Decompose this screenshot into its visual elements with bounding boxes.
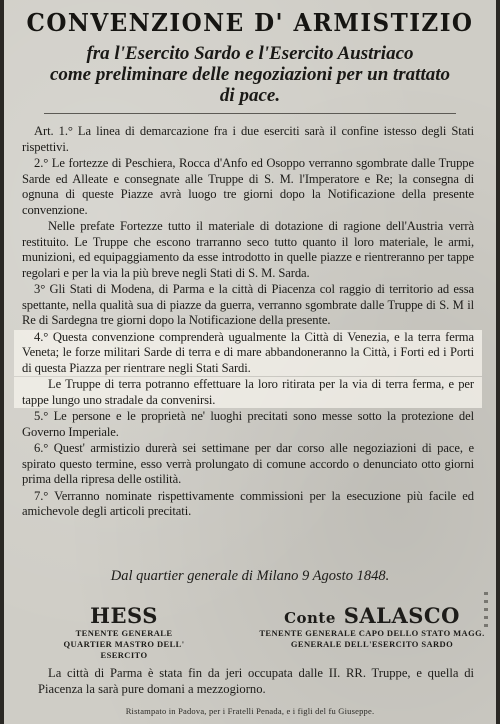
article-6: 6.° Quest' armistizio durerà sei settimane per dar corso alle negoziazioni di pace, e spirato questo termine, esso verrà prolungato di comune accordo o denunciato otto giorni prima della ripresa delle ostilità. [22, 441, 474, 486]
article-2-continued: Nelle prefate Fortezze tutto il materiale di dotazione di ragione dell'Austria verrà restituito. Le Truppe che escono trarranno seco tutto quanto il loro materiale, le armi, munizioni, ed equipaggiamento da esse introdotto in quelle piazze e rientreranno per tappe regolari e per la via la più breve negli Stati di S. M. Sarda. [22, 219, 474, 280]
article-5: 5.° Le persone e le proprietà ne' luoghi precitati sono messe sotto la protezione del Governo Imperiale. [22, 409, 474, 439]
article-4: 4.° Questa convenzione comprenderà ugualmente la Città di Venezia, e la terra ferma Veneta; le forze militari Sarde di terra e di mare abbandoneranno la Città, i Forti ed i Porti di questa Piazza per rientrare negli Stati Sardi. [14, 330, 482, 377]
article-4-continued: Le Truppe di terra potranno effettuare la loro ritirata per la via di terra ferma, e per tappe lungo uno stradale da convenirsi. [14, 377, 482, 408]
signatory-hess [44, 603, 204, 661]
articles-body [22, 124, 474, 521]
dateline: Dal quartier generale di Milano 9 Agosto 1848. [110, 568, 390, 584]
signatory-role-line: QUARTIER MASTRO DELL' ESERCITO [63, 639, 185, 660]
signatory-name: HESS [90, 603, 158, 628]
subtitle-line: come preliminare delle negoziazioni per un trattato [49, 64, 451, 85]
printer-footer: Ristampato in Padova, per i Fratelli Penada, e i figli del fu Giuseppe. [125, 706, 375, 716]
signatory-role-line: TENENTE GENERALE CAPO DELLO STATO MAGG. [259, 628, 485, 638]
title-divider [44, 113, 456, 114]
article-2: 2.° Le fortezze di Peschiera, Rocca d'Anfo ed Osoppo verranno sgombrate dalle Truppe Sarde ed Alleate e consegnate alle Truppe di S. M. l'Imperatore e Re; la consegna di ognuna di queste Piazze avrà luogo tre giorni dopo la Notificazione della presente convenzione. [22, 156, 474, 217]
article-7: 7.° Verranno nominate rispettivamente commissioni per la esecuzione più facile ed amichevole degli articoli precitati. [22, 488, 474, 518]
occupation-note: La città di Parma è stata fin da jeri occupata dalle II. RR. Truppe, e quella di Piacenza la sarà pure domani a mezzogiorno. [38, 666, 474, 696]
signatory-salasco [252, 603, 492, 650]
document-title: CONVENZIONE D' ARMISTIZIO [26, 8, 474, 37]
proclamation-sheet [4, 0, 496, 724]
subtitle-line: fra l'Esercito Sardo e l'Esercito Austriaco [86, 43, 414, 64]
signatory-role-line: TENENTE GENERALE [75, 628, 173, 638]
edge-binding-marks [484, 592, 488, 628]
document-subtitle [34, 43, 466, 106]
subtitle-line: di pace. [219, 85, 281, 106]
signatory-name-prefix: Conte [284, 609, 336, 627]
signatory-name [252, 603, 492, 628]
article-1: Art. 1.° La linea di demarcazione fra i due eserciti sarà il confine istesso degli Stati rispettivi. [22, 124, 474, 154]
signatory-surname: SALASCO [343, 603, 460, 628]
article-3: 3° Gli Stati di Modena, di Parma e la città di Piacenza col raggio di territorio ad essa spettante, nella qualità sua di piazze da guerra, verranno sgombrate dalle Truppe di S. M il Re di Sardegna tre giorni dopo la Notificazione della presente. [22, 282, 474, 327]
signatory-role-line: GENERALE DELL'ESERCITO SARDO [290, 639, 454, 649]
